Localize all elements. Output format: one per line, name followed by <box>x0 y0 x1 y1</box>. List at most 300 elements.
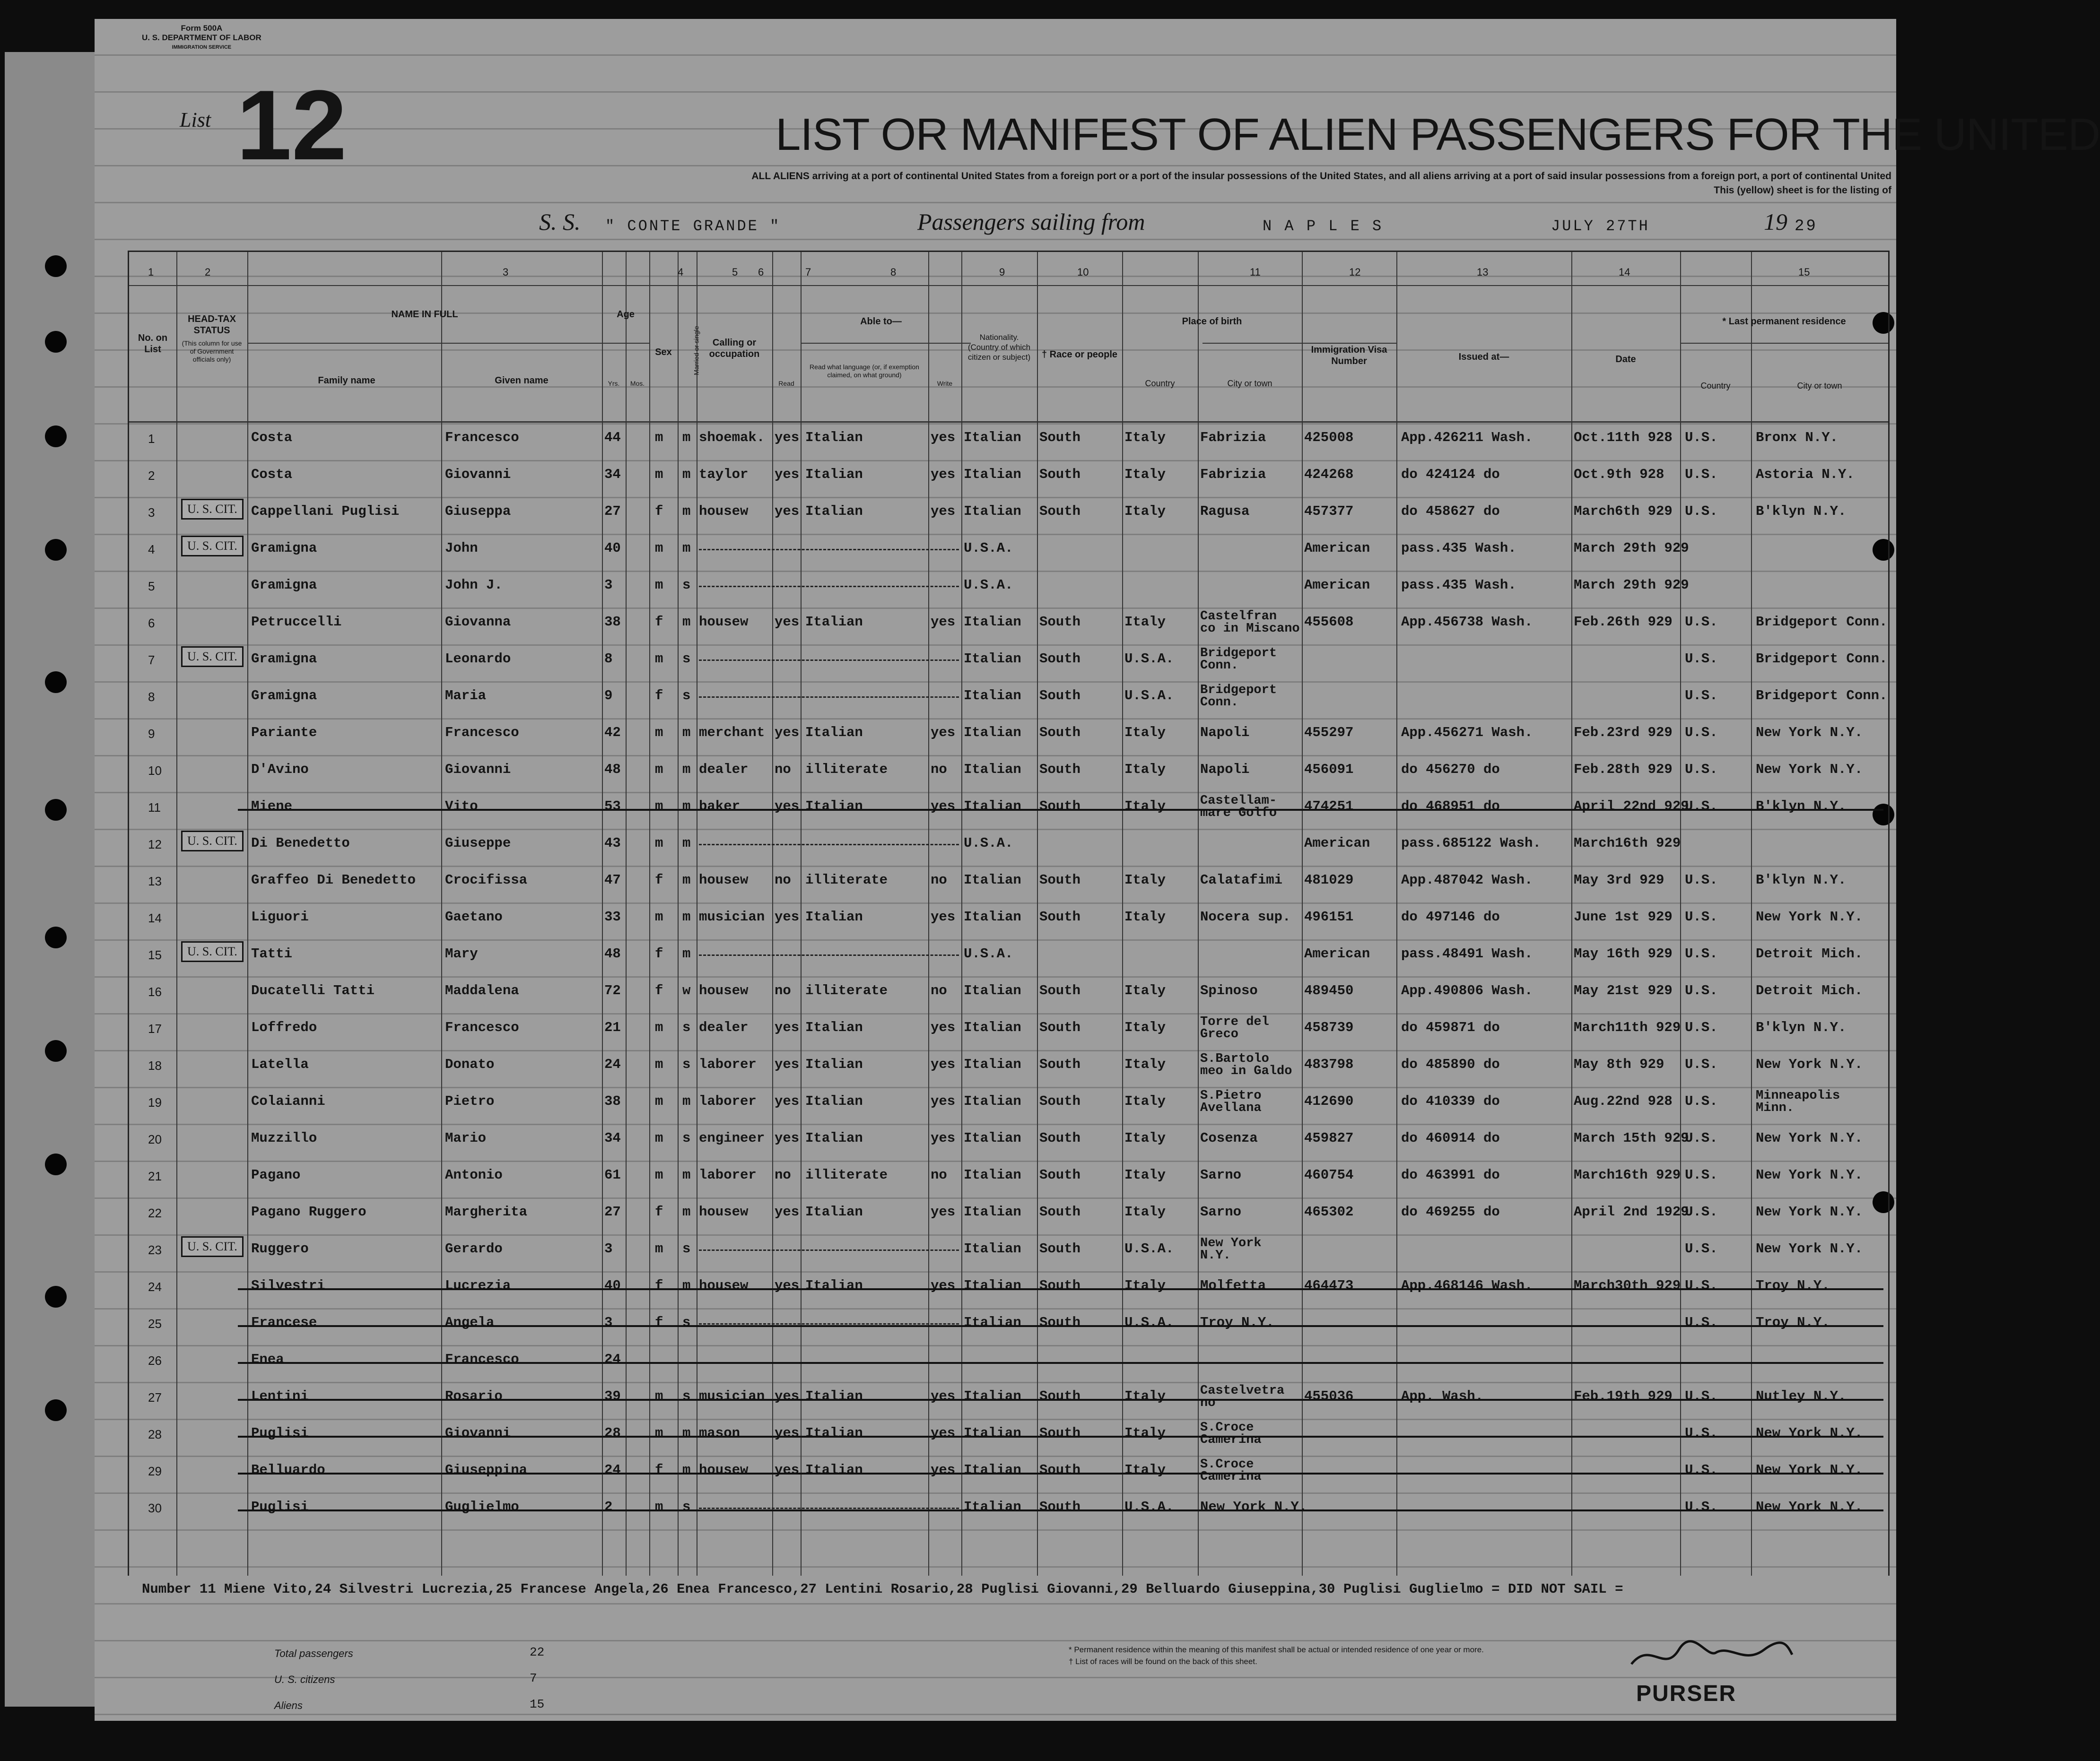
table-row <box>129 717 1888 753</box>
cell-rcity: New York N.Y. <box>1756 1057 1863 1072</box>
strike-through-line <box>238 1288 1883 1290</box>
cell-rcity: B'klyn N.Y. <box>1756 503 1847 519</box>
cell-issued: do 485890 do <box>1401 1057 1500 1072</box>
cell-age: 21 <box>604 1020 621 1035</box>
cell-read: yes <box>775 1425 800 1441</box>
cell-sex: m <box>655 540 663 556</box>
cell-sex: m <box>655 835 663 851</box>
cell-rcountry: U.S. <box>1685 1204 1718 1220</box>
cell-write: yes <box>931 467 956 482</box>
cell-sex: f <box>655 946 663 962</box>
cell-date: Feb.19th 929 <box>1574 1388 1673 1404</box>
cell-given: Gerardo <box>445 1241 503 1257</box>
header-last-residence: * Last permanent residence <box>1722 316 1846 327</box>
col-number: 10 <box>1077 266 1089 278</box>
cell-issued: do 458627 do <box>1401 503 1500 519</box>
cell-rcountry: U.S. <box>1685 1167 1718 1183</box>
cell-visa: 483798 <box>1304 1057 1354 1072</box>
cell-ms: s <box>682 577 691 593</box>
cell-sex: m <box>655 1425 663 1441</box>
cell-age: 44 <box>604 430 621 445</box>
row-number: 25 <box>148 1317 162 1331</box>
cell-rcity: New York N.Y. <box>1756 909 1863 925</box>
cell-lang: illiterate <box>805 1167 888 1183</box>
cell-given: Maria <box>445 688 487 703</box>
cell-visa: 456091 <box>1304 762 1354 777</box>
cell-country: Italy <box>1124 872 1166 888</box>
list-number: 12 <box>236 69 347 181</box>
cell-sex: f <box>655 983 663 998</box>
row-number: 5 <box>148 579 155 593</box>
strike-through-line <box>238 1436 1883 1438</box>
cell-given: Francesco <box>445 1352 519 1367</box>
cell-ms: m <box>682 835 691 851</box>
dash-line <box>699 549 959 550</box>
col-number: 6 <box>758 266 764 278</box>
cell-city: Torre del Greco <box>1200 1015 1269 1041</box>
cell-ms: m <box>682 1167 691 1183</box>
cell-rcountry: U.S. <box>1685 688 1718 703</box>
cell-race: South <box>1039 467 1081 482</box>
cell-visa: 455036 <box>1304 1388 1354 1404</box>
cell-family: Gramigna <box>251 688 317 703</box>
cell-visa: 455297 <box>1304 725 1354 740</box>
cell-occ: shoemak. <box>699 430 765 445</box>
us-citizen-stamp: U. S. CIT. <box>181 499 244 520</box>
cell-age: 48 <box>604 762 621 777</box>
cell-age: 38 <box>604 614 621 630</box>
cell-write: yes <box>931 1093 956 1109</box>
port-name: N A P L E S <box>1263 217 1384 235</box>
cell-date: May 21st 929 <box>1574 983 1673 998</box>
header-no-on-list: No. on List <box>138 333 168 355</box>
cell-issued: App.456271 Wash. <box>1401 725 1533 740</box>
cell-rcity: B'klyn N.Y. <box>1756 1020 1847 1035</box>
cell-city: Sarno <box>1200 1204 1242 1220</box>
cell-write: yes <box>931 798 956 814</box>
cell-age: 53 <box>604 798 621 814</box>
cell-race: South <box>1039 1093 1081 1109</box>
header-given-name: Given name <box>495 375 549 386</box>
cell-visa: 465302 <box>1304 1204 1354 1220</box>
cell-issued: do 424124 do <box>1401 467 1500 482</box>
cell-given: Rosario <box>445 1388 503 1404</box>
header-read-language: Read what language (or, if exemption claimed, on what ground) <box>810 363 919 379</box>
cell-given: Giovanni <box>445 762 511 777</box>
cell-visa: 458739 <box>1304 1020 1354 1035</box>
cell-given: Giuseppina <box>445 1462 528 1478</box>
cell-ms: m <box>682 946 691 962</box>
cell-occ: dealer <box>699 1020 749 1035</box>
dash-line <box>699 586 959 587</box>
row-number: 11 <box>148 800 161 815</box>
cell-rcity: Bridgeport Conn. <box>1756 688 1888 703</box>
header-issued-at: Issued at— <box>1458 352 1509 362</box>
cell-rcountry: U.S. <box>1685 1462 1718 1478</box>
year-suffix: 29 <box>1795 217 1818 235</box>
cell-race: South <box>1039 1315 1081 1330</box>
table-row <box>129 975 1888 1011</box>
page-title: LIST OR MANIFEST OF ALIEN PASSENGERS FOR THE UNITED <box>776 109 2100 160</box>
cell-rcity: B'klyn N.Y. <box>1756 872 1847 888</box>
strike-through-line <box>238 1325 1883 1327</box>
cell-read: yes <box>775 1020 800 1035</box>
row-number: 16 <box>148 985 162 999</box>
cell-read: yes <box>775 1093 800 1109</box>
cell-lang: Italian <box>805 1278 863 1293</box>
cell-issued: do 468951 do <box>1401 798 1500 814</box>
cell-ms: m <box>682 725 691 740</box>
cell-lang: Italian <box>805 1130 863 1146</box>
cell-lang: illiterate <box>805 983 888 998</box>
cell-ms: m <box>682 762 691 777</box>
cell-issued: pass.48491 Wash. <box>1401 946 1533 962</box>
cell-sex: m <box>655 798 663 814</box>
us-citizen-stamp: U. S. CIT. <box>181 536 244 556</box>
cell-sex: f <box>655 614 663 630</box>
cell-rcountry: U.S. <box>1685 946 1718 962</box>
us-citizen-stamp: U. S. CIT. <box>181 941 244 962</box>
cell-read: yes <box>775 467 800 482</box>
cell-country: U.S.A. <box>1124 1315 1174 1330</box>
table-row <box>129 1381 1888 1417</box>
cell-lang: Italian <box>805 1462 863 1478</box>
cell-read: yes <box>775 1462 800 1478</box>
table-row <box>129 1492 1888 1527</box>
cell-age: 72 <box>604 983 621 998</box>
table-row <box>129 496 1888 532</box>
cell-family: Latella <box>251 1057 309 1072</box>
ss-label: S. S. <box>539 208 581 235</box>
cell-rcountry: U.S. <box>1685 614 1718 630</box>
header-head-tax: HEAD-TAX STATUS <box>188 314 236 336</box>
cell-rcity: New York N.Y. <box>1756 1130 1863 1146</box>
cell-ms: m <box>682 467 691 482</box>
row-number: 22 <box>148 1206 162 1220</box>
punch-hole <box>45 799 67 821</box>
row-number: 29 <box>148 1464 162 1478</box>
cell-race: South <box>1039 762 1081 777</box>
cell-family: Pagano Ruggero <box>251 1204 366 1220</box>
cell-nat: Italian <box>964 1167 1021 1183</box>
cell-age: 34 <box>604 467 621 482</box>
us-citizens-label: U. S. citizens <box>274 1674 335 1685</box>
cell-issued: pass.435 Wash. <box>1401 577 1516 593</box>
cell-city: Bridgeport Conn. <box>1200 683 1277 710</box>
cell-city: Nocera sup. <box>1200 909 1291 925</box>
sailing-label: Passengers sailing from <box>917 208 1145 235</box>
cell-read: yes <box>775 1130 800 1146</box>
cell-age: 39 <box>604 1388 621 1404</box>
cell-date: March30th 929 <box>1574 1278 1681 1293</box>
cell-city: Napoli <box>1200 725 1250 740</box>
sailing-date: JULY 27TH <box>1551 217 1650 235</box>
cell-city: Spinoso <box>1200 983 1258 998</box>
cell-country: Italy <box>1124 430 1166 445</box>
col-number: 7 <box>805 266 811 278</box>
cell-city: S.Croce Camerina <box>1200 1421 1262 1447</box>
cell-sex: f <box>655 503 663 519</box>
cell-race: South <box>1039 430 1081 445</box>
cell-age: 3 <box>604 1315 613 1330</box>
cell-write: yes <box>931 614 956 630</box>
cell-date: June 1st 929 <box>1574 909 1673 925</box>
cell-sex: m <box>655 1130 663 1146</box>
header-birth-country: Country <box>1145 379 1175 388</box>
cell-rcountry: U.S. <box>1685 1057 1718 1072</box>
cell-nat: U.S.A. <box>964 577 1013 593</box>
cell-city: Ragusa <box>1200 503 1250 519</box>
cell-age: 8 <box>604 651 613 667</box>
cell-lang: Italian <box>805 467 863 482</box>
cell-family: Miene <box>251 798 293 814</box>
cell-rcity: New York N.Y. <box>1756 1167 1863 1183</box>
col-number: 9 <box>999 266 1005 278</box>
cell-country: Italy <box>1124 798 1166 814</box>
cell-city: Troy N.Y. <box>1200 1315 1274 1330</box>
cell-city: Castelvetra no <box>1200 1384 1285 1410</box>
cell-country: Italy <box>1124 1057 1166 1072</box>
cell-country: Italy <box>1124 1278 1166 1293</box>
cell-country: Italy <box>1124 1204 1166 1220</box>
cell-ms: m <box>682 503 691 519</box>
table-row <box>129 643 1888 679</box>
cell-visa: American <box>1304 835 1370 851</box>
cell-ms: m <box>682 1093 691 1109</box>
cell-write: yes <box>931 909 956 925</box>
form-number: Form 500A <box>181 24 223 33</box>
cell-nat: Italian <box>964 503 1021 519</box>
cell-write: yes <box>931 1057 956 1072</box>
cell-occ: housew <box>699 872 749 888</box>
cell-date: Oct.11th 928 <box>1574 430 1673 445</box>
footnote-residence: * Permanent residence within the meaning of this manifest shall be actual or intended residence of one year or more. <box>1069 1645 1484 1654</box>
cell-country: Italy <box>1124 614 1166 630</box>
cell-read: yes <box>775 614 800 630</box>
header-nationality: Nationality. (Country of which citizen or subject) <box>967 333 1031 362</box>
cell-ms: m <box>682 430 691 445</box>
table-row <box>129 1012 1888 1048</box>
cell-country: Italy <box>1124 725 1166 740</box>
header-date: Date <box>1615 354 1636 364</box>
cell-issued: App.426211 Wash. <box>1401 430 1533 445</box>
row-number: 23 <box>148 1243 162 1257</box>
punch-hole <box>45 539 67 561</box>
cell-age: 48 <box>604 946 621 962</box>
cell-given: Guglielmo <box>445 1499 519 1515</box>
table-row <box>129 1270 1888 1306</box>
header-age: Age <box>617 309 635 320</box>
cell-ms: s <box>682 651 691 667</box>
cell-rcity: Troy N.Y. <box>1756 1315 1830 1330</box>
cell-sex: m <box>655 1093 663 1109</box>
cell-write: yes <box>931 1388 956 1404</box>
row-number: 10 <box>148 763 162 778</box>
cell-rcity: New York N.Y. <box>1756 1241 1863 1257</box>
cell-write: yes <box>931 430 956 445</box>
cell-rcountry: U.S. <box>1685 651 1718 667</box>
row-number: 27 <box>148 1390 162 1405</box>
cell-date: Oct.9th 928 <box>1574 467 1664 482</box>
strike-through-line <box>238 809 1883 811</box>
table-row <box>129 754 1888 790</box>
cell-family: Ruggero <box>251 1241 309 1257</box>
cell-nat: Italian <box>964 1499 1021 1515</box>
cell-given: Margherita <box>445 1204 528 1220</box>
cell-nat: U.S.A. <box>964 835 1013 851</box>
cell-lang: Italian <box>805 1057 863 1072</box>
cell-given: Giovanni <box>445 467 511 482</box>
cell-rcity: New York N.Y. <box>1756 725 1863 740</box>
list-label: List <box>180 108 211 131</box>
cell-country: Italy <box>1124 1425 1166 1441</box>
punch-hole <box>45 1286 67 1308</box>
cell-nat: Italian <box>964 688 1021 703</box>
cell-given: Donato <box>445 1057 495 1072</box>
subtitle-line-2: This (yellow) sheet is for the listing of <box>1714 185 1891 196</box>
cell-date: April 22nd 929 <box>1574 798 1689 814</box>
row-number: 6 <box>148 616 155 630</box>
cell-write: no <box>931 983 947 998</box>
cell-given: Francesco <box>445 725 519 740</box>
cell-ms: w <box>682 983 691 998</box>
cell-country: Italy <box>1124 762 1166 777</box>
dash-line <box>699 954 959 956</box>
cell-occ: housew <box>699 614 749 630</box>
cell-family: Loffredo <box>251 1020 317 1035</box>
cell-rcity: New York N.Y. <box>1756 1462 1863 1478</box>
cell-read: no <box>775 762 791 777</box>
cell-given: Giuseppa <box>445 503 511 519</box>
cell-read: yes <box>775 503 800 519</box>
cell-occ: housew <box>699 983 749 998</box>
cell-given: John J. <box>445 577 503 593</box>
cell-nat: Italian <box>964 1093 1021 1109</box>
row-number: 17 <box>148 1022 162 1036</box>
cell-date: March11th 929 <box>1574 1020 1681 1035</box>
cell-issued: App.468146 Wash. <box>1401 1278 1533 1293</box>
punch-hole <box>45 671 67 693</box>
cell-race: South <box>1039 1425 1081 1441</box>
cell-country: Italy <box>1124 1167 1166 1183</box>
cell-ms: m <box>682 1278 691 1293</box>
punch-hole <box>45 1399 67 1421</box>
cell-age: 34 <box>604 1130 621 1146</box>
table-row <box>129 459 1888 495</box>
cell-city: Napoli <box>1200 762 1250 777</box>
cell-date: Feb.26th 929 <box>1574 614 1673 630</box>
cell-country: U.S.A. <box>1124 1499 1174 1515</box>
cell-family: Tatti <box>251 946 293 962</box>
table-row <box>129 1049 1888 1085</box>
header-write: Write <box>937 380 953 387</box>
cell-visa: 496151 <box>1304 909 1354 925</box>
cell-race: South <box>1039 1499 1081 1515</box>
cell-lang: Italian <box>805 1020 863 1035</box>
cell-date: March 29th 929 <box>1574 577 1689 593</box>
cell-lang: illiterate <box>805 762 888 777</box>
cell-rcity: Detroit Mich. <box>1756 983 1863 998</box>
cell-write: yes <box>931 725 956 740</box>
cell-given: Antonio <box>445 1167 503 1183</box>
cell-sex: m <box>655 1057 663 1072</box>
dash-line <box>699 659 959 661</box>
col-number: 12 <box>1349 266 1361 278</box>
cell-rcity: Nutley N.Y. <box>1756 1388 1847 1404</box>
row-number: 20 <box>148 1132 162 1146</box>
strike-through-line <box>238 1362 1883 1364</box>
dash-line <box>699 1249 959 1251</box>
cell-race: South <box>1039 983 1081 998</box>
cell-nat: Italian <box>964 798 1021 814</box>
cell-ms: s <box>682 1020 691 1035</box>
cell-family: Gramigna <box>251 577 317 593</box>
cell-family: D'Avino <box>251 762 309 777</box>
cell-occ: taylor <box>699 467 749 482</box>
row-number: 4 <box>148 542 155 556</box>
cell-write: yes <box>931 1204 956 1220</box>
cell-lang: Italian <box>805 430 863 445</box>
cell-occ: musician <box>699 909 765 925</box>
cell-age: 9 <box>604 688 613 703</box>
cell-visa: 481029 <box>1304 872 1354 888</box>
strike-through-line <box>238 1399 1883 1401</box>
cell-visa: American <box>1304 946 1370 962</box>
cell-country: Italy <box>1124 1093 1166 1109</box>
cell-city: Castelfran co in Miscano <box>1200 609 1300 636</box>
table-row <box>129 1455 1888 1491</box>
cell-race: South <box>1039 1204 1081 1220</box>
cell-given: Giovanna <box>445 614 511 630</box>
cell-date: March 15th 929 <box>1574 1130 1689 1146</box>
cell-sex: f <box>655 1462 663 1478</box>
col-number: 11 <box>1250 266 1261 278</box>
cell-given: Francesco <box>445 430 519 445</box>
cell-family: Pagano <box>251 1167 301 1183</box>
us-citizen-stamp: U. S. CIT. <box>181 1236 244 1257</box>
cell-rcountry: U.S. <box>1685 467 1718 482</box>
row-number: 13 <box>148 874 162 888</box>
col-number: 14 <box>1619 266 1630 278</box>
header-yrs: Yrs. <box>608 380 620 387</box>
cell-nat: Italian <box>964 1315 1021 1330</box>
cell-age: 47 <box>604 872 621 888</box>
service: IMMIGRATION SERVICE <box>172 44 232 50</box>
table-row <box>129 1086 1888 1122</box>
punch-hole <box>45 255 67 277</box>
header-place-of-birth: Place of birth <box>1182 316 1242 327</box>
cell-age: 33 <box>604 909 621 925</box>
cell-occ: mason <box>699 1425 741 1441</box>
cell-issued: do 460914 do <box>1401 1130 1500 1146</box>
cell-ms: m <box>682 909 691 925</box>
cell-read: yes <box>775 909 800 925</box>
cell-family: Costa <box>251 467 293 482</box>
cell-ms: m <box>682 798 691 814</box>
cell-sex: m <box>655 725 663 740</box>
cell-country: Italy <box>1124 1462 1166 1478</box>
cell-rcity: Detroit Mich. <box>1756 946 1863 962</box>
cell-given: Lucrezia <box>445 1278 511 1293</box>
header-res-country: Country <box>1700 381 1731 390</box>
cell-given: Angela <box>445 1315 495 1330</box>
cell-sex: m <box>655 762 663 777</box>
cell-country: Italy <box>1124 1388 1166 1404</box>
col-number: 5 <box>732 266 738 278</box>
punch-hole <box>45 927 67 948</box>
cell-write: yes <box>931 1462 956 1478</box>
cell-date: March16th 929 <box>1574 835 1681 851</box>
